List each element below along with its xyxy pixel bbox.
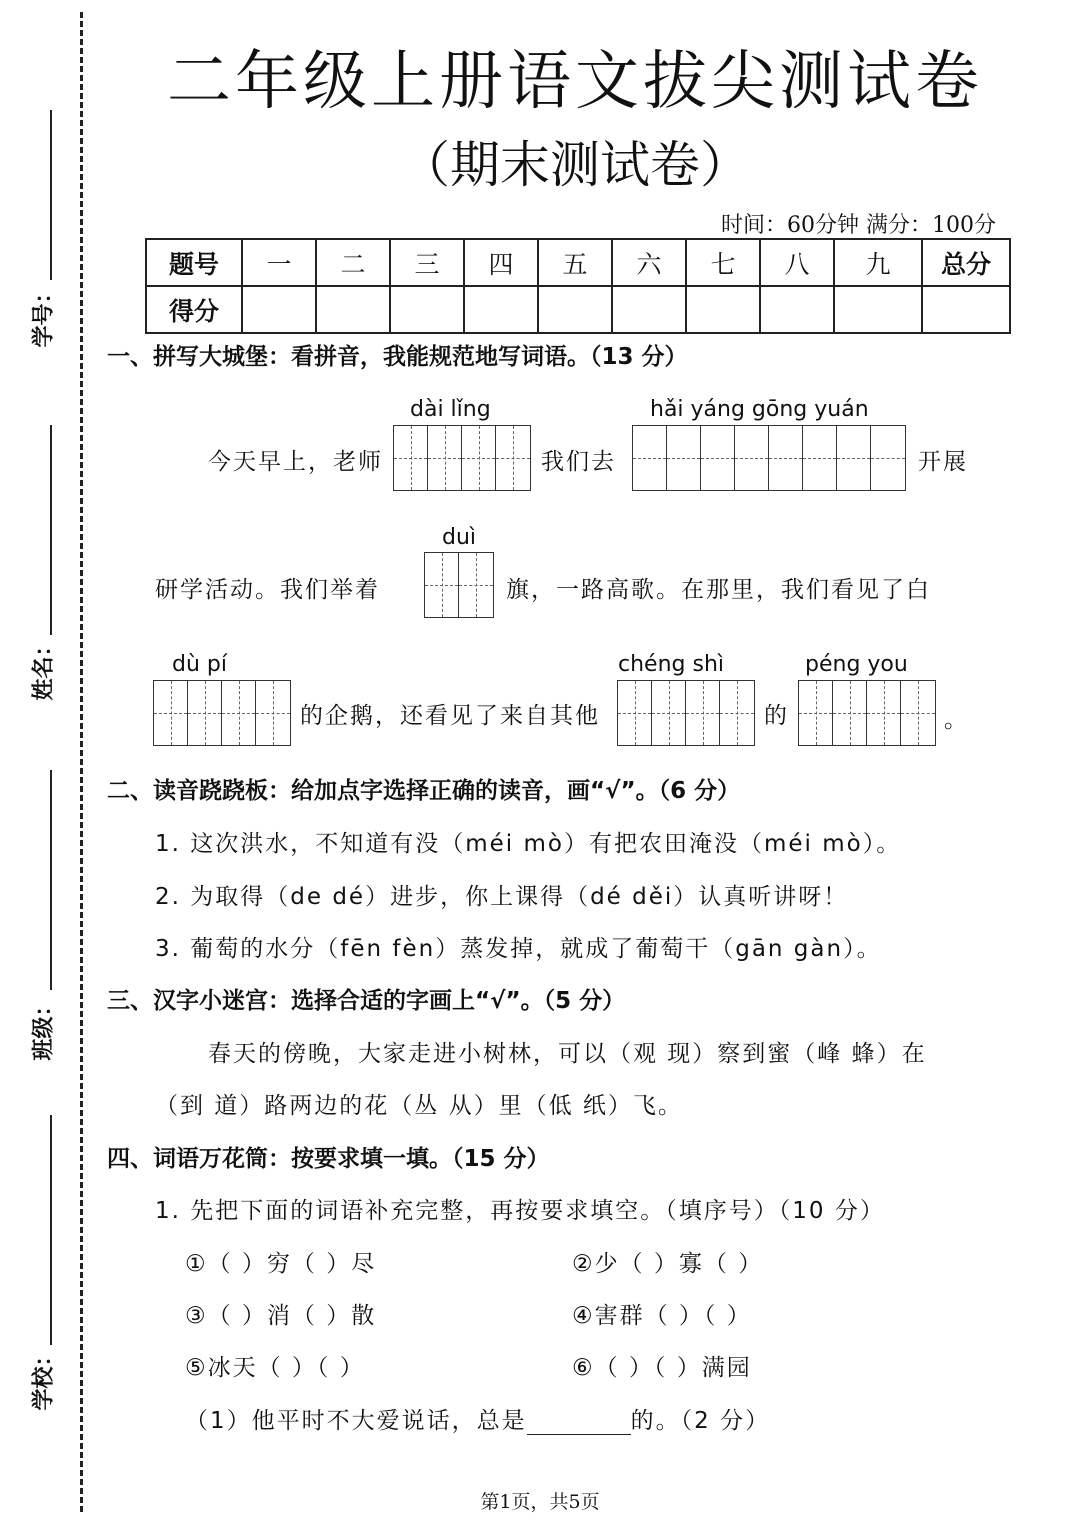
tianzige-cell[interactable] <box>633 426 667 490</box>
q1-text-1: 今天早上，老师 <box>208 449 383 475</box>
score-cell[interactable] <box>686 286 760 333</box>
pinyin-dailing: dài lǐng <box>410 397 491 422</box>
score-cell[interactable] <box>316 286 390 333</box>
page-subtitle: （期末测试卷） <box>400 136 750 194</box>
tianzige-cell[interactable] <box>735 426 769 490</box>
class-line <box>50 770 52 990</box>
score-header-cell: 六 <box>612 239 686 286</box>
q2-item-2: 2. 为取得（de dé）进步，你上课得（dé děi）认真听讲呀！ <box>155 884 849 910</box>
tianzige-cell[interactable] <box>496 426 530 490</box>
tianzige-cell[interactable] <box>428 426 462 490</box>
q2-heading: 二、读音跷跷板：给加点字选择正确的读音，画“√”。（6 分） <box>107 778 741 804</box>
tianzige-cell[interactable] <box>667 426 701 490</box>
idiom-item-5: ⑤冰天（ ）（ ） <box>185 1355 365 1381</box>
q1-heading: 一、拼写大城堡：看拼音，我能规范地写词语。（13 分） <box>107 344 688 370</box>
idiom-item-2: ②少（ ）寡（ ） <box>572 1251 764 1277</box>
tianzige-haiyanggongyuan[interactable] <box>632 425 906 491</box>
idiom-item-1: ①（ ）穷（ ）尽 <box>185 1251 377 1277</box>
idiom-item-6: ⑥（ ）（ ）满园 <box>572 1355 752 1381</box>
school-label: 学校： <box>31 1344 57 1411</box>
tianzige-cell[interactable] <box>803 426 837 490</box>
q1-text-8: 。 <box>944 707 969 733</box>
score-header-cell: 九 <box>834 239 922 286</box>
tianzige-cell[interactable] <box>867 681 901 745</box>
tianzige-cell[interactable] <box>652 681 686 745</box>
tianzige-pengyou[interactable] <box>798 680 936 746</box>
q1-text-6: 的企鹅，还看见了来自其他 <box>300 703 600 729</box>
student-id-label: 学号： <box>31 281 57 348</box>
tianzige-cell[interactable] <box>720 681 754 745</box>
time-info: 时间：60分钟 满分：100分 <box>721 213 996 238</box>
tianzige-cell[interactable] <box>901 681 935 745</box>
tianzige-cell[interactable] <box>188 681 222 745</box>
score-cell[interactable] <box>922 286 1010 333</box>
class-label: 班级： <box>31 994 57 1061</box>
q3-heading: 三、汉字小迷宫：选择合适的字画上“√”。（5 分） <box>107 988 626 1014</box>
name-line <box>50 425 52 635</box>
score-cell[interactable] <box>834 286 922 333</box>
q1-text-7: 的 <box>764 703 789 729</box>
tianzige-cell[interactable] <box>154 681 188 745</box>
tianzige-cell[interactable] <box>837 426 871 490</box>
tianzige-cell[interactable] <box>459 553 493 617</box>
tianzige-cell[interactable] <box>394 426 428 490</box>
score-header-cell: 题号 <box>146 239 242 286</box>
idiom-item-3: ③（ ）消（ ）散 <box>185 1303 377 1329</box>
q1-text-3: 开展 <box>918 449 968 475</box>
score-table-score-row <box>146 286 1010 333</box>
q4-heading: 四、词语万花筒：按要求填一填。（15 分） <box>107 1146 550 1172</box>
score-cell[interactable] <box>464 286 538 333</box>
score-header-cell: 八 <box>760 239 834 286</box>
q3-line-2: （到 道）路两边的花（丛 从）里（低 纸）飞。 <box>155 1093 683 1119</box>
tianzige-cell[interactable] <box>618 681 652 745</box>
tianzige-cell[interactable] <box>833 681 867 745</box>
q1-text-5: 旗，一路高歌。在那里，我们看见了白 <box>506 577 931 603</box>
tianzige-cell[interactable] <box>701 426 735 490</box>
score-header-cell: 总分 <box>922 239 1010 286</box>
score-row-label: 得分 <box>146 286 242 333</box>
pinyin-pengyou: péng you <box>805 652 908 677</box>
q4-sub-1: 1. 先把下面的词语补充完整，再按要求填空。（填序号）（10 分） <box>155 1198 885 1224</box>
score-cell[interactable] <box>538 286 612 333</box>
tianzige-cell[interactable] <box>462 426 496 490</box>
score-header-cell: 三 <box>390 239 464 286</box>
tianzige-dui[interactable] <box>424 552 494 618</box>
q2-item-3: 3. 葡萄的水分（fēn fèn）蒸发掉，就成了葡萄干（gān gàn）。 <box>155 936 882 962</box>
score-header-cell: 二 <box>316 239 390 286</box>
q3-line-1: 春天的傍晚，大家走进小树林，可以（观 现）察到蜜（峰 蜂）在 <box>208 1041 927 1067</box>
score-header-cell: 四 <box>464 239 538 286</box>
tianzige-cell[interactable] <box>686 681 720 745</box>
q4-question-1-tail: 的。（2 分） <box>630 1408 771 1434</box>
score-table <box>145 238 1011 334</box>
q1-text-2: 我们去 <box>541 449 616 475</box>
q1-text-4: 研学活动。我们举着 <box>155 577 380 603</box>
pinyin-haiyanggongyuan: hǎi yáng gōng yuán <box>650 397 869 422</box>
pinyin-dupi: dù pí <box>172 652 227 677</box>
score-cell[interactable] <box>390 286 464 333</box>
page-title: 二年级上册语文拔尖测试卷 <box>167 45 983 119</box>
q4-question-1 <box>185 1402 770 1435</box>
school-line <box>50 1115 52 1345</box>
name-label: 姓名： <box>31 634 57 701</box>
score-header-cell: 五 <box>538 239 612 286</box>
score-table-header-row <box>146 239 1010 286</box>
tianzige-cell[interactable] <box>769 426 803 490</box>
score-cell[interactable] <box>760 286 834 333</box>
score-header-cell: 七 <box>686 239 760 286</box>
answer-blank[interactable] <box>527 1412 631 1435</box>
tianzige-cell[interactable] <box>256 681 290 745</box>
tianzige-chengshi[interactable] <box>617 680 755 746</box>
q4-question-1-text: （1）他平时不大爱说话，总是 <box>185 1408 527 1434</box>
score-cell[interactable] <box>242 286 316 333</box>
score-header-cell: 一 <box>242 239 316 286</box>
pinyin-dui: duì <box>442 525 477 550</box>
page-footer: 第1页，共5页 <box>480 1491 600 1513</box>
tianzige-cell[interactable] <box>799 681 833 745</box>
tianzige-cell[interactable] <box>222 681 256 745</box>
score-cell[interactable] <box>612 286 686 333</box>
q2-item-1: 1. 这次洪水，不知道有没（méi mò）有把农田淹没（méi mò）。 <box>155 831 902 857</box>
tianzige-dailing[interactable] <box>393 425 531 491</box>
binding-dashed-line <box>80 12 83 1512</box>
tianzige-cell[interactable] <box>425 553 459 617</box>
pinyin-chengshi: chéng shì <box>618 652 724 677</box>
idiom-item-4: ④害群（ ）（ ） <box>572 1303 752 1329</box>
tianzige-cell[interactable] <box>871 426 905 490</box>
tianzige-dupi[interactable] <box>153 680 291 746</box>
